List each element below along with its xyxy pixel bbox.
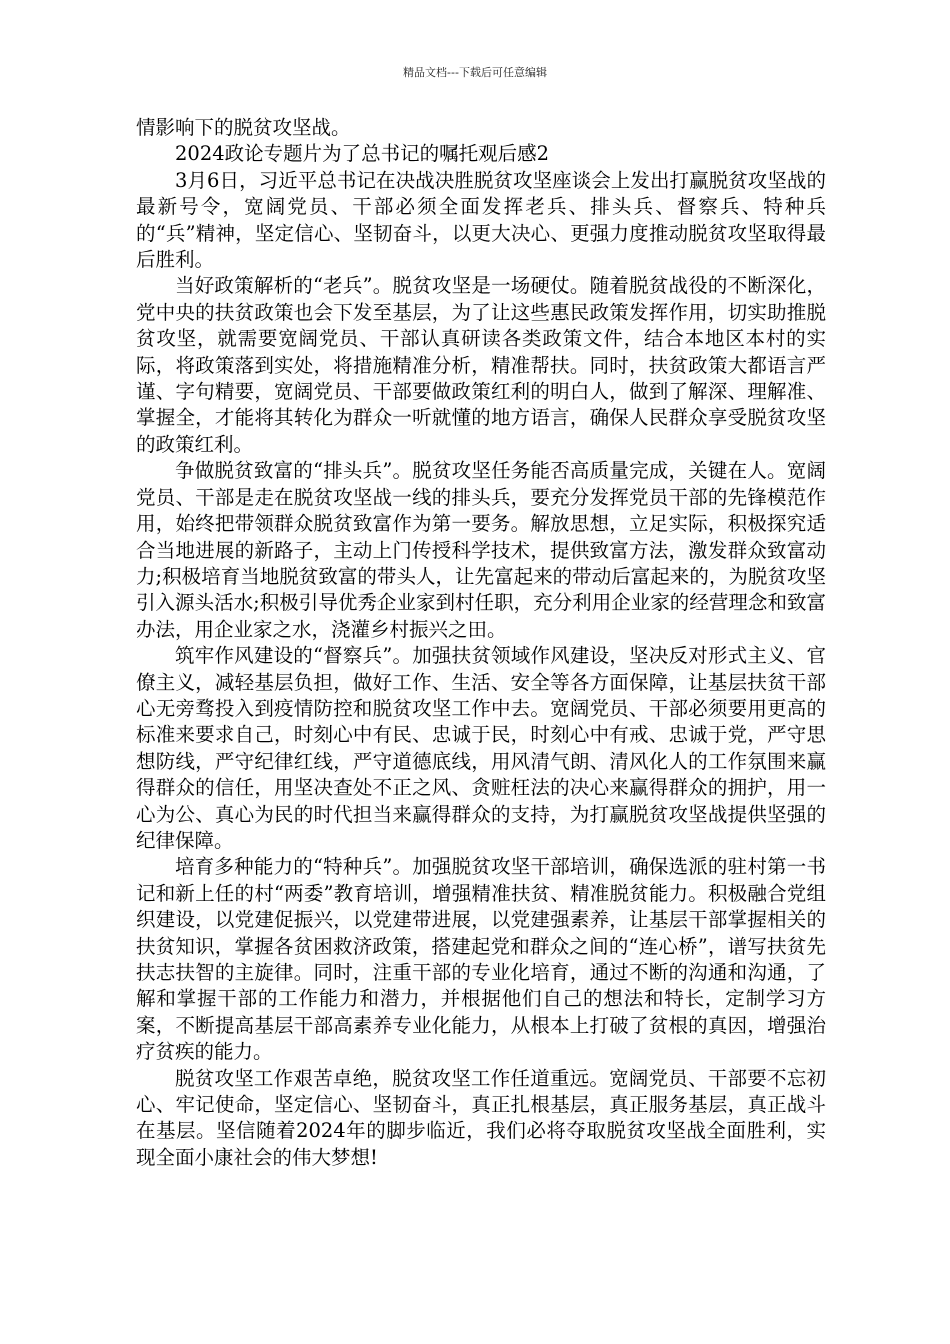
paragraph: 培育多种能力的“特种兵”。加强脱贫攻坚干部培训，确保选派的驻村第一书记和新上任的村“两委”教育培训，增强精准扶贫、精准脱贫能力。积极融合党组织建设，以党建促振兴，以党建带进展，以党建强素养，让基层干部掌握相关的扶贫知识，掌握各贫困救济政策，搭建起党和群众之间的“连心桥”，谱写扶贫先扶志扶智的主旋律。同时，注重干部的专业化培育，通过不断的沟通和沟通，了解和掌握干部的工作能力和潜力，并根据他们自己的想法和特长，定制学习方案，不断提高基层干部高素养专业化能力，从根本上打破了贫根的真因，增强治疗贫疾的能力。 [136,855,826,1064]
section-title: 2024政论专题片为了总书记的嘱托观后感2 [175,142,550,166]
paragraph: 脱贫攻坚工作艰苦卓绝，脱贫攻坚工作任道重远。宽阔党员、干部要不忘初心、牢记使命，坚定信心、坚韧奋斗，真正扎根基层，真正服务基层，真正战斗在基层。坚信随着2024年的脚步临近，我们必将夺取脱贫攻坚战全面胜利，实现全面小康社会的伟大梦想! [136,1066,826,1169]
paragraph: 3月6日，习近平总书记在决战决胜脱贫攻坚座谈会上发出打赢脱贫攻坚战的最新号令，宽阔党员、干部必须全面发挥老兵、排头兵、督察兵、特种兵的“兵”精神，坚定信心、坚韧奋斗，以更大决心、更强力度推动脱贫攻坚取得最后胜利。 [136,168,826,272]
page-header: 精品文档---下载后可任意编辑 [403,66,547,79]
paragraph: 争做脱贫致富的“排头兵”。脱贫攻坚任务能否高质量完成，关键在人。宽阔党员、干部是走在脱贫攻坚战一线的排头兵，要充分发挥党员干部的先锋模范作用，始终把带领群众脱贫致富作为第一要务。解放思想，立足实际，积极探究适合当地进展的新路子，主动上门传授科学技术，提供致富方法，激发群众致富动力;积极培育当地脱贫致富的带头人，让先富起来的带动后富起来的，为脱贫攻坚引入源头活水;积极引导优秀企业家到村任职，充分利用企业家的经营理念和致富办法，用企业家之水，浇灌乡村振兴之田。 [136,459,826,641]
paragraph: 筑牢作风建设的“督察兵”。加强扶贫领域作风建设，坚决反对形式主义、官僚主义，减轻基层负担，做好工作、生活、安全等各方面保障，让基层扶贫干部心无旁骛投入到疫情防控和脱贫攻坚工作中去。宽阔党员、干部必须要用更高的标准来要求自己，时刻心中有民、忠诚于民，时刻心中有戒、忠诚于党，严守思想防线，严守纪律红线，严守道德底线，用风清气朗、清风化人的工作氛围来赢得群众的信任，用坚决查处不正之风、贪赃枉法的决心来赢得群众的拥护，用一心为公、真心为民的时代担当来赢得群众的支持，为打赢脱贫攻坚战提供坚强的纪律保障。 [136,644,826,852]
document-body [136,115,826,1171]
paragraph: 当好政策解析的“老兵”。脱贫攻坚是一场硬仗。随着脱贫战役的不断深化，党中央的扶贫政策也会下发至基层，为了让这些惠民政策发挥作用，切实助推脱贫攻坚，就需要宽阔党员、干部认真研读各类政策文件，结合本地区本村的实际，将政策落到实处，将措施精准分析，精准帮扶。同时，扶贫政策大都语言严谨、字句精要，宽阔党员、干部要做政策红利的明白人，做到了解深、理解准、掌握全，才能将其转化为群众一听就懂的地方语言，确保人民群众享受脱贫攻坚的政策红利。 [136,274,826,456]
paragraph-continuation: 情影响下的脱贫攻坚战。 [136,116,351,139]
